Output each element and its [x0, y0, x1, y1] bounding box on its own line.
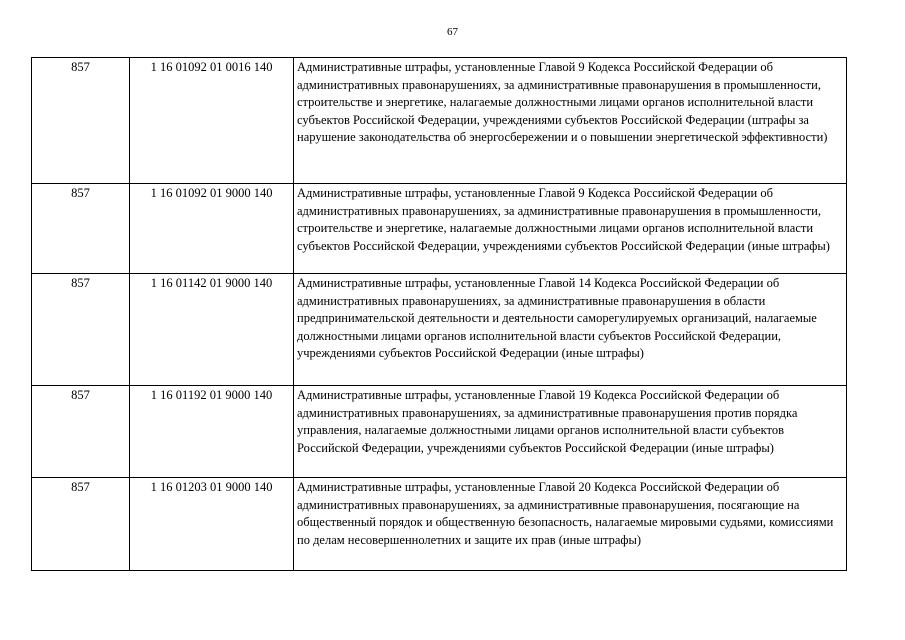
table-row: [32, 58, 847, 184]
revenue-name-cell: Административные штрафы, установленные Главой 19 Кодекса Российской Федерации об административных правонарушениях, за административные правонарушения против порядка управления, налагаемые должностными лицами органов исполнительной власти субъектов Российской Федерации, учреждениями субъектов Российской Федерации (иные штрафы): [294, 386, 847, 478]
table-row: [32, 478, 847, 571]
administrator-code-cell: 857: [32, 386, 130, 478]
revenue-name-cell: Административные штрафы, установленные Главой 9 Кодекса Российской Федерации об административных правонарушениях, за административные правонарушения в промышленности, строительстве и энергетике, налагаемые должностными лицами органов исполнительной власти субъектов Российской Федерации, учреждениями субъектов Российской Федерации (штрафы за нарушение законодательства об энергосбережении и о повышении энергетической эффективности): [294, 58, 847, 184]
table-row: [32, 184, 847, 274]
revenue-code-cell: 1 16 01142 01 9000 140: [130, 274, 294, 386]
revenue-code-cell: 1 16 01092 01 0016 140: [130, 58, 294, 184]
table-row: [32, 274, 847, 386]
administrator-code-cell: 857: [32, 58, 130, 184]
revenue-code-cell: 1 16 01092 01 9000 140: [130, 184, 294, 274]
page-number: 67: [447, 26, 458, 38]
revenue-name-cell: Административные штрафы, установленные Главой 9 Кодекса Российской Федерации об административных правонарушениях, за административные правонарушения в промышленности, строительстве и энергетике, налагаемые должностными лицами органов исполнительной власти субъектов Российской Федерации, учреждениями субъектов Российской Федерации (иные штрафы): [294, 184, 847, 274]
revenue-code-cell: 1 16 01192 01 9000 140: [130, 386, 294, 478]
administrator-code-cell: 857: [32, 478, 130, 571]
revenue-name-cell: Административные штрафы, установленные Главой 20 Кодекса Российской Федерации об административных правонарушениях, за административные правонарушения, посягающие на общественный порядок и общественную безопасность, налагаемые мировыми судьями, комиссиями по делам несовершеннолетних и защите их прав (иные штрафы): [294, 478, 847, 571]
revenue-code-cell: 1 16 01203 01 9000 140: [130, 478, 294, 571]
revenue-name-cell: Административные штрафы, установленные Главой 14 Кодекса Российской Федерации об административных правонарушениях, за административные правонарушения в области предпринимательской деятельности и деятельности саморегулируемых организаций, налагаемые должностными лицами органов исполнительной власти субъектов Российской Федерации, учреждениями субъектов Российской Федерации (иные штрафы): [294, 274, 847, 386]
table-row: [32, 386, 847, 478]
administrator-code-cell: 857: [32, 274, 130, 386]
administrator-code-cell: 857: [32, 184, 130, 274]
budget-classification-table: [31, 57, 847, 571]
